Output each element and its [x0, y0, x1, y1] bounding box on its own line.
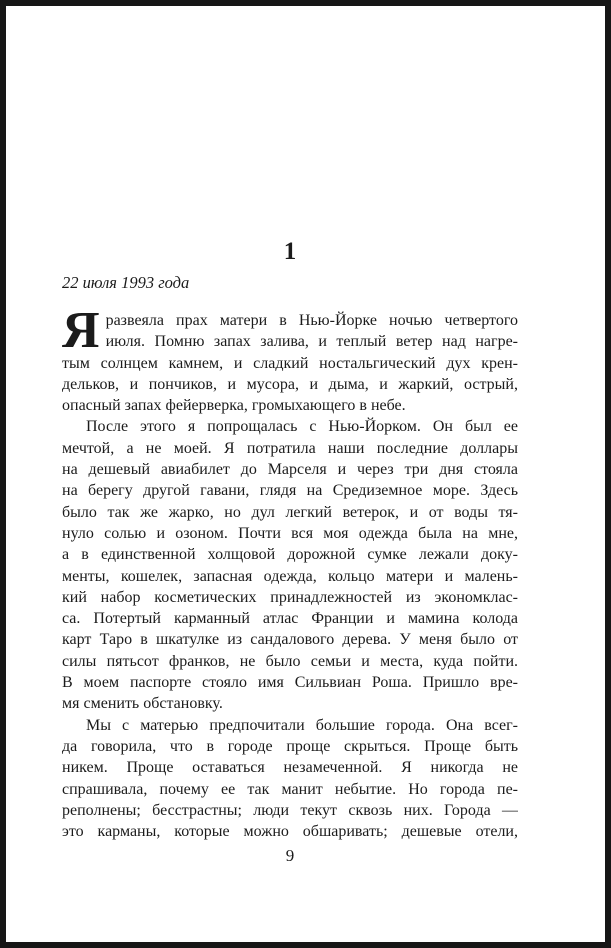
book-page [6, 6, 605, 942]
text-line: июля. Помню запах залива, и теплый ветер над нагре- [105, 333, 518, 351]
text-line: карт Таро в шкатулке из сандалового дерева. У меня было от [62, 631, 518, 649]
text-line: на берегу другой гавани, глядя на Средиземное море. Здесь [62, 482, 518, 500]
text-line: В моем паспорте стояло имя Сильвиан Роша. Пришло вре- [62, 674, 518, 692]
body-text [62, 302, 518, 842]
text-line: да говорила, что в городе проще скрыться. Проще быть [62, 737, 518, 755]
text-line: мя сменить обстановку. [62, 695, 223, 713]
text-line: менты, кошелек, запасная одежда, кольцо матери и малень- [62, 567, 518, 585]
text-line: развеяла прах матери в Нью-Йорке ночью четвертого [105, 312, 518, 329]
paragraph [62, 715, 518, 843]
text-line: спрашивала, почему ее так манит небытие. Но города пе- [62, 780, 518, 798]
drop-cap: Я [62, 302, 100, 359]
text-line: Мы с матерью предпочитали большие города. Она всег- [86, 716, 518, 734]
text-line: опасный запах фейерверка, громыхающего в небе. [62, 397, 406, 415]
page-number: 9 [285, 846, 295, 865]
text-line: дельков, и пончиков, и мусора, и дыма, и жаркий, острый, [62, 375, 518, 393]
text-line: тым солнцем камнем, и сладкий ностальгический дух крен- [62, 354, 518, 372]
paragraph [62, 416, 518, 714]
paragraph [62, 302, 518, 416]
text-line: кий набор косметических принадлежностей из экономклас- [62, 588, 518, 606]
text-line: силы пятьсот франков, не было семьи и места, куда пойти. [62, 652, 518, 670]
text-line: никем. Проще оставаться незамеченной. Я никогда не [62, 759, 518, 777]
text-line: было так же жарко, но дул легкий ветерок, и от воды тя- [62, 503, 518, 521]
text-line: са. Потертый карманный атлас Франции и мамина колода [62, 610, 518, 628]
text-line: мечтой, а не моей. Я потратила наши последние доллары [62, 439, 518, 457]
text-line: а в единственной холщовой дорожной сумке лежали доку- [62, 546, 518, 564]
text-line: нуло солью и озоном. Почти вся моя одежда была на мне, [62, 524, 518, 542]
text-line: реполнены; бесстрастны; люди текут сквозь них. Города — [62, 801, 518, 819]
text-line: это карманы, которые можно обшаривать; дешевые отели, [62, 823, 518, 841]
text-line: После этого я попрощалась с Нью-Йорком. Он был ее [86, 418, 518, 436]
chapter-number: 1 [283, 238, 297, 265]
text-line: на дешевый авиабилет до Марселя и через три дня стояла [62, 461, 518, 479]
date-line: 22 июля 1993 года [62, 273, 190, 292]
